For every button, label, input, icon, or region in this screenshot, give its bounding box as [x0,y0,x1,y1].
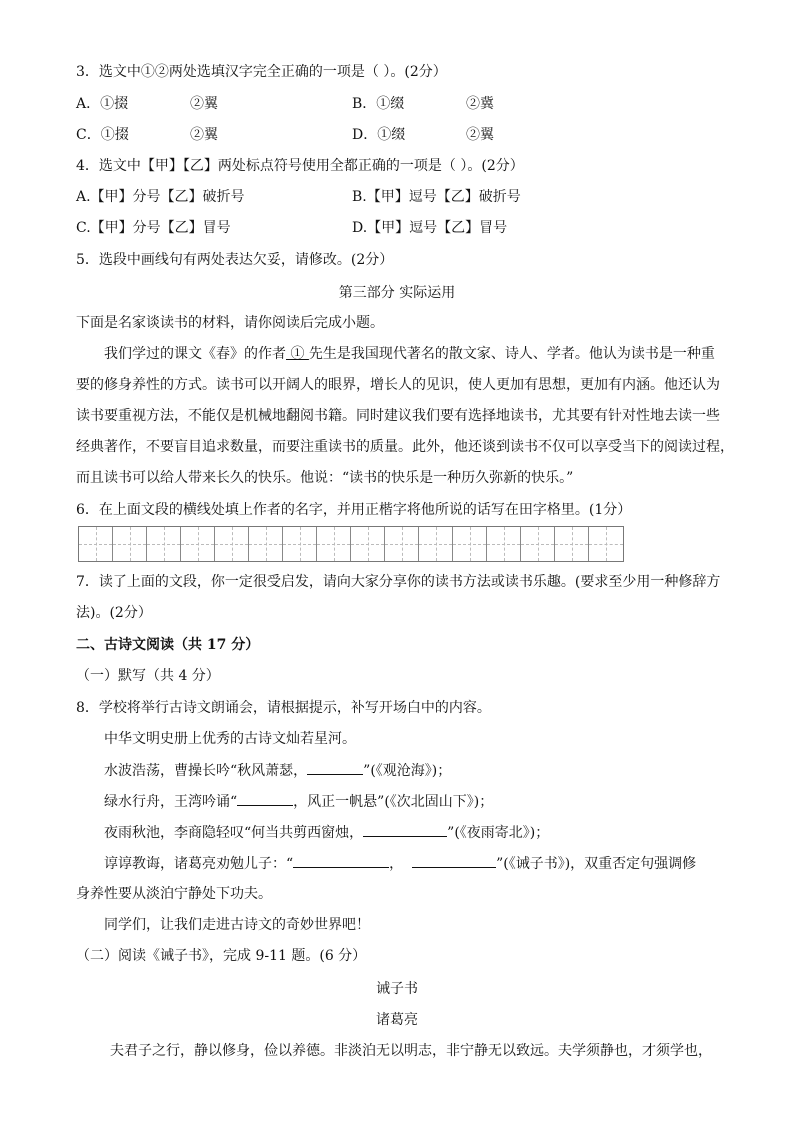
q6-stem: 6．在上面文段的横线处填上作者的名字，并用正楷字将他所说的话写在田字格里。(1分） [76,502,632,518]
tianzige-cell[interactable] [521,527,555,561]
q4-option-b: B.【甲】逗号【乙】破折号 [352,189,521,205]
text-line-1: 夫君子之行，静以修身，俭以养德。非淡泊无以明志，非宁静无以致远。夫学须静也，才须学也， [110,1043,712,1059]
tianzige-cell[interactable] [385,527,419,561]
q4-stem: 4．选文中【甲】【乙】两处标点符号使用全都正确的一项是（ ）。(2分） [76,158,524,174]
part3-paragraph-line-1 [104,344,715,364]
q3-option-a-1: A．①掇 [76,96,129,112]
q3-option-a-2: ②翼 [190,96,218,112]
q8-line-1: 中华文明史册上优秀的古诗文灿若星河。 [104,731,356,747]
part3-paragraph-line-4: 经典著作，不要盲目追求数量，而要注重读书的质量。此外，他还谈到读书不仅可以享受当下的阅读过程， [76,439,734,455]
answer-blank[interactable] [363,822,447,837]
q5-stem: 5．选段中画线句有两处表达欠妥，请修改。(2分） [76,252,394,268]
q8-text: ，风正一帆悬”(《次北固山下》)； [293,794,494,810]
q8-text: 夜雨秋池，李商隐轻叹“何当共剪西窗烛， [104,825,364,841]
q8-line-3 [104,791,493,812]
q8-stem: 8．学校将举行古诗文朗诵会，请根据提示，补写开场白中的内容。 [76,700,491,716]
tianzige-cell[interactable] [317,527,351,561]
q3-option-c-2: ②翼 [190,127,218,143]
q3-option-b-1: B．①缀 [352,96,405,112]
q8-text: 谆谆教诲，诸葛亮劝勉儿子：“ [104,856,294,872]
tianzige-cell[interactable] [249,527,283,561]
q8-text: 水波浩荡，曹操长吟“秋风萧瑟， [104,763,308,779]
q7-line-2: 法)。(2分） [76,605,152,621]
tianzige-cell[interactable] [113,527,147,561]
tianzige-cell[interactable] [215,527,249,561]
part3-paragraph-line-5: 而且读书可以给人带来长久的快乐。他说：“读书的快乐是一种历久弥新的快乐。” [76,470,574,486]
q4-option-a: A.【甲】分号【乙】破折号 [76,189,245,205]
q8-line-6: 身养性要从淡泊宁静处下功夫。 [76,886,272,902]
q3-option-c-1: C．①掇 [76,127,129,143]
answer-blank[interactable] [412,853,496,868]
tianzige-cell[interactable] [453,527,487,561]
q3-option-b-2: ②冀 [466,96,494,112]
author-blank: ① [286,346,309,362]
part3-paragraph-line-3: 读书要重视方法，不能仅是机械地翻阅书籍。同时建议我们要有选择地读书，尤其要有针对性地去读一些 [76,408,720,424]
tianzige-cell[interactable] [487,527,521,561]
q3-stem: 3．选文中①②两处选填汉字完全正确的一项是（ ）。(2分） [76,64,447,80]
tianzige-grid[interactable] [78,526,624,562]
q8-text: 绿水行舟，王湾吟诵“ [104,794,238,810]
part3-intro: 下面是名家谈读书的材料，请你阅读后完成小题。 [76,315,384,331]
q8-line-4 [104,822,549,843]
q8-text: ”(《夜雨寄北》)； [447,825,550,841]
q8-line-5 [104,853,696,874]
q8-line-2 [104,760,451,781]
part3-paragraph-line-2: 要的修身养性的方式。读书可以开阔人的眼界，增长人的见识，使人更加有思想，更加有内涵。他还认为 [76,377,720,393]
tianzige-cell[interactable] [589,527,623,561]
answer-blank[interactable] [307,760,363,775]
answer-blank[interactable] [293,853,389,868]
tianzige-cell[interactable] [419,527,453,561]
q8-text: ”(《观沧海》)； [363,763,452,779]
q8-line-7: 同学们，让我们走进古诗文的奇妙世界吧！ [104,917,370,933]
answer-blank[interactable] [237,791,293,806]
paragraph-text: 我们学过的课文《春》的作者 [104,346,286,362]
tianzige-cell[interactable] [351,527,385,561]
q8-text: ”(《诫子书》)，双重否定句强调修 [496,856,697,872]
text-author: 诸葛亮 [376,1012,418,1028]
q3-option-d-2: ②翼 [466,127,494,143]
paragraph-text: 先生是我国现代著名的散文家、诗人、学者。他认为读书是一种重 [308,346,715,362]
part3-title: 第三部分 实际运用 [338,285,456,301]
q4-option-c: C.【甲】分号【乙】冒号 [76,220,231,236]
sub2-title: （二）阅读《诫子书》，完成 9-11 题。(6 分） [76,948,367,964]
text-title: 诫子书 [376,981,418,997]
tianzige-cell[interactable] [147,527,181,561]
section2-sub1: （一）默写（共 4 分） [76,668,220,684]
tianzige-cell[interactable] [79,527,113,561]
q8-text: ， [389,856,404,872]
q3-option-d-1: D．①缀 [352,127,406,143]
q7-line-1: 7．读了上面的文段，你一定很受启发，请向大家分享你的读书方法或读书乐趣。(要求至少用一种修辞方 [76,574,721,590]
tianzige-cell[interactable] [181,527,215,561]
q4-option-d: D.【甲】逗号【乙】冒号 [352,220,508,236]
tianzige-cell[interactable] [555,527,589,561]
section2-title: 二、古诗文阅读（共 17 分） [76,637,260,653]
tianzige-cell[interactable] [283,527,317,561]
